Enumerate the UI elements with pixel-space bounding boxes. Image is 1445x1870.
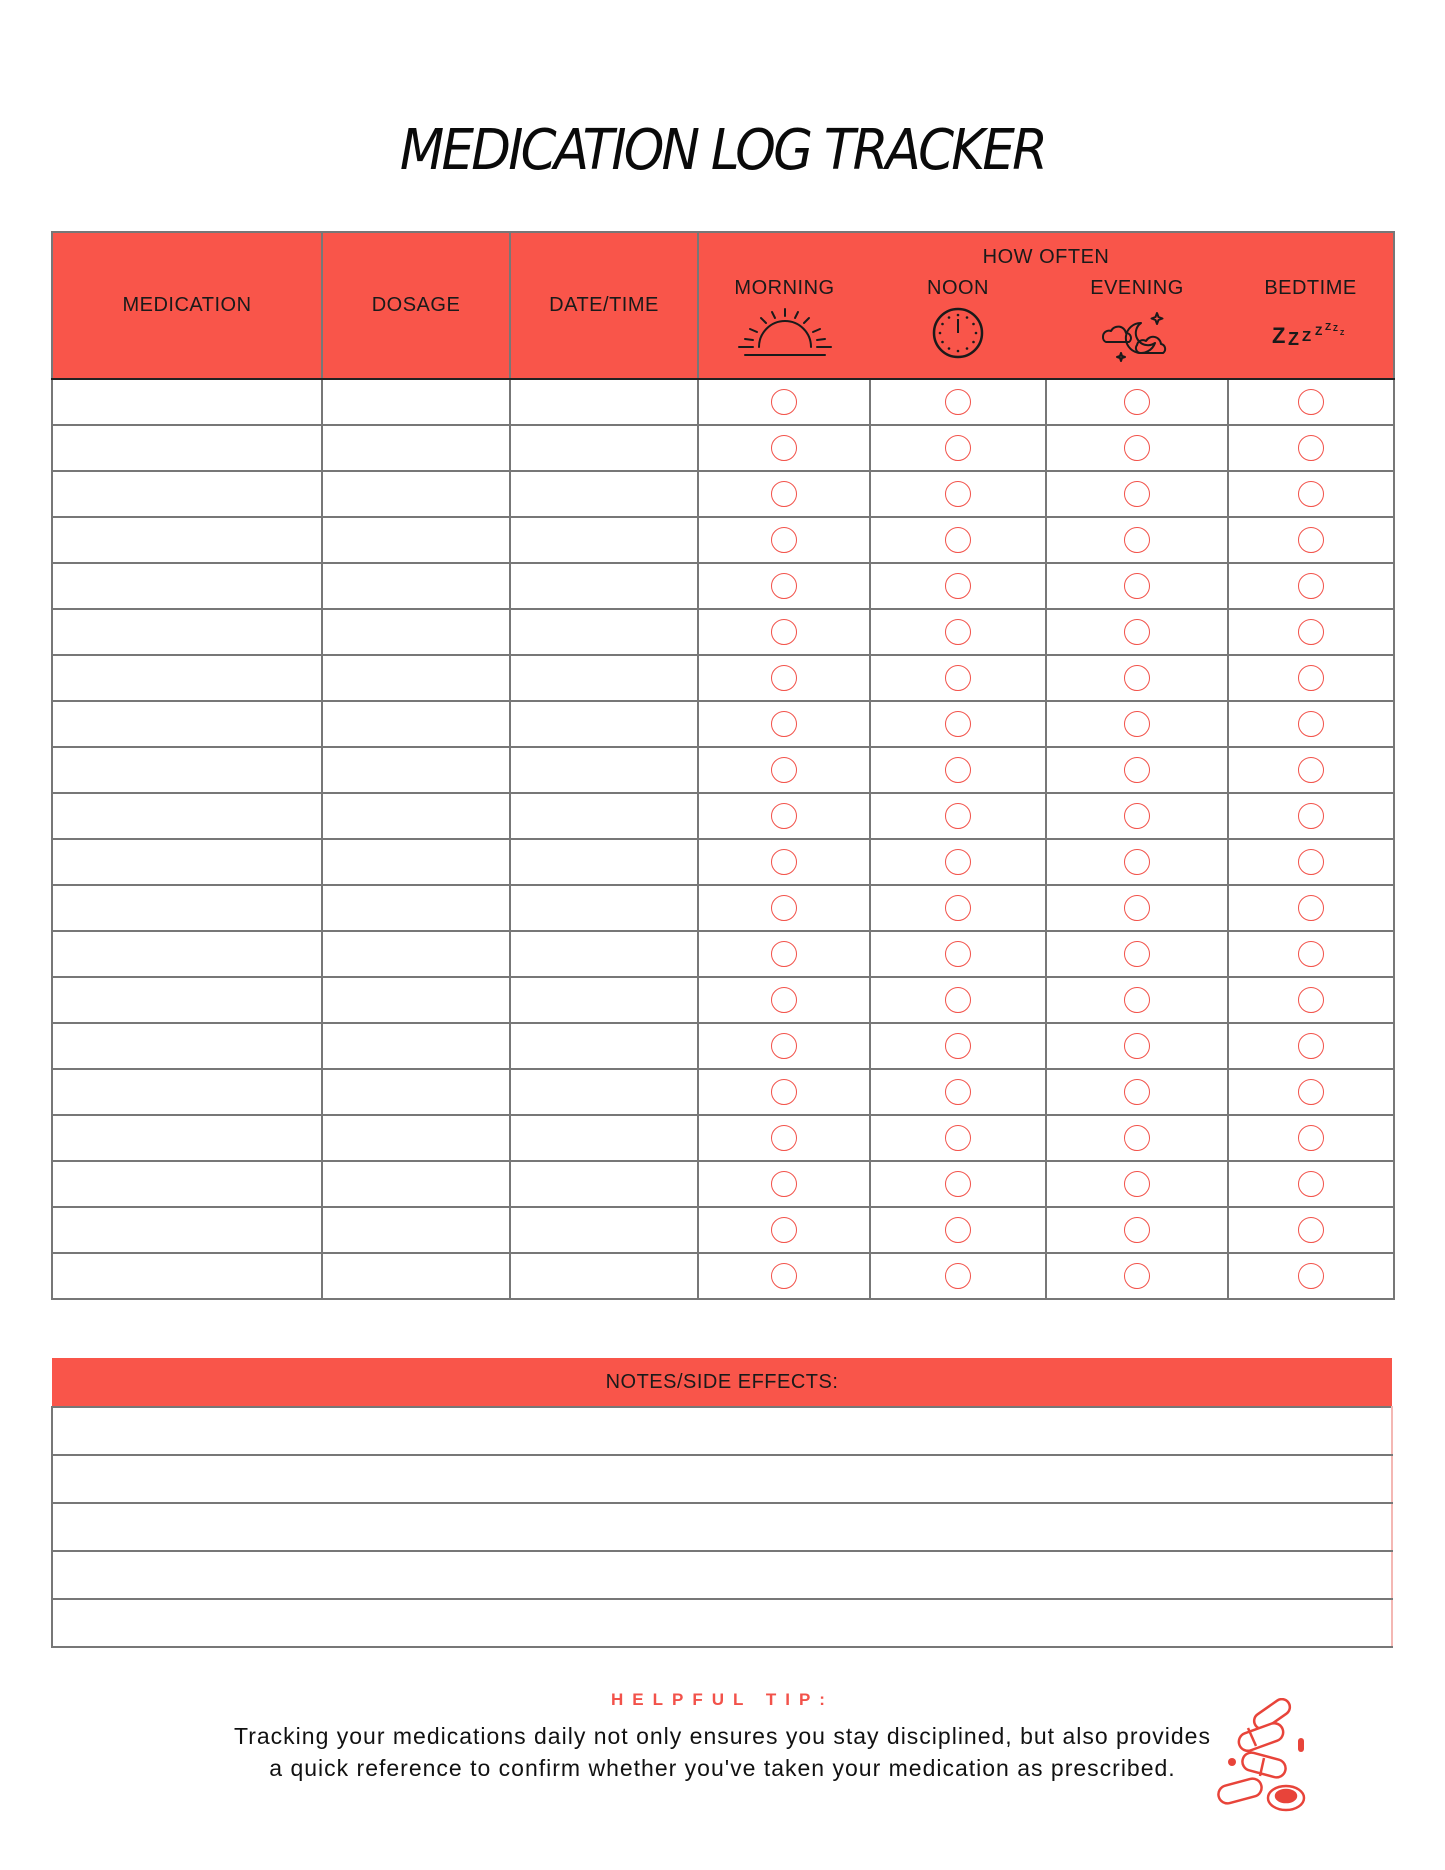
noon-cell [870, 701, 1046, 747]
morning-checkbox[interactable] [771, 987, 797, 1013]
notes-line-field[interactable] [52, 1599, 1392, 1647]
tip-text: Tracking your medications daily not only ensures you stay disciplined, but also provides a quick reference to confirm whether you've taken your medication as prescribed. [234, 1723, 1211, 1781]
table-row [52, 977, 1394, 1023]
table-row [52, 425, 1394, 471]
evening-checkbox[interactable] [1124, 895, 1150, 921]
medication-cell[interactable] [52, 471, 322, 517]
medication-cell[interactable] [52, 885, 322, 931]
morning-checkbox[interactable] [771, 1079, 797, 1105]
bedtime-cell [1228, 1115, 1394, 1161]
notes-line-field[interactable] [52, 1503, 1392, 1551]
medication-cell[interactable] [52, 609, 322, 655]
svg-text:Z: Z [1332, 324, 1338, 333]
svg-text:Z: Z [1324, 322, 1332, 333]
morning-checkbox[interactable] [771, 435, 797, 461]
noon-checkbox[interactable] [945, 895, 971, 921]
datetime-cell[interactable] [510, 977, 698, 1023]
bedtime-checkbox[interactable] [1298, 619, 1324, 645]
notes-line-field[interactable] [52, 1455, 1392, 1503]
evening-checkbox[interactable] [1124, 527, 1150, 553]
dosage-cell[interactable] [322, 425, 510, 471]
header-dosage: DOSAGE [322, 232, 510, 379]
morning-cell [698, 885, 870, 931]
bedtime-cell [1228, 885, 1394, 931]
table-row [52, 471, 1394, 517]
bedtime-cell [1228, 977, 1394, 1023]
evening-checkbox[interactable] [1124, 481, 1150, 507]
sunrise-icon [699, 303, 870, 363]
datetime-cell[interactable] [510, 1207, 698, 1253]
bedtime-cell [1228, 1161, 1394, 1207]
evening-checkbox[interactable] [1124, 1125, 1150, 1151]
medication-cell[interactable] [52, 563, 322, 609]
evening-checkbox[interactable] [1124, 435, 1150, 461]
evening-cell [1046, 1115, 1228, 1161]
page-title: MEDICATION LOG TRACKER [399, 118, 1046, 183]
bedtime-cell [1228, 793, 1394, 839]
noon-checkbox[interactable] [945, 573, 971, 599]
morning-checkbox[interactable] [771, 481, 797, 507]
datetime-cell[interactable] [510, 609, 698, 655]
table-row [52, 517, 1394, 563]
medication-cell[interactable] [52, 931, 322, 977]
datetime-cell[interactable] [510, 655, 698, 701]
bedtime-cell [1228, 517, 1394, 563]
evening-cell [1046, 701, 1228, 747]
medication-cell[interactable] [52, 1023, 322, 1069]
bedtime-cell [1228, 931, 1394, 977]
evening-cell [1046, 1069, 1228, 1115]
evening-checkbox[interactable] [1124, 803, 1150, 829]
evening-cell [1046, 885, 1228, 931]
morning-checkbox[interactable] [771, 665, 797, 691]
medication-log-table [51, 231, 1395, 1300]
dosage-cell[interactable] [322, 931, 510, 977]
medication-cell[interactable] [52, 655, 322, 701]
bedtime-checkbox[interactable] [1298, 941, 1324, 967]
noon-checkbox[interactable] [945, 849, 971, 875]
morning-cell [698, 1207, 870, 1253]
morning-checkbox[interactable] [771, 941, 797, 967]
table-row [52, 701, 1394, 747]
bedtime-label: BEDTIME [1264, 277, 1357, 299]
notes-line [52, 1551, 1392, 1599]
noon-cell [870, 977, 1046, 1023]
noon-checkbox[interactable] [945, 665, 971, 691]
noon-label: NOON [927, 277, 989, 299]
noon-cell [870, 425, 1046, 471]
medication-cell[interactable] [52, 1207, 322, 1253]
svg-text:Z: Z [1271, 323, 1286, 348]
morning-cell [698, 1115, 870, 1161]
morning-cell [698, 517, 870, 563]
bedtime-checkbox[interactable] [1298, 527, 1324, 553]
datetime-cell[interactable] [510, 747, 698, 793]
notes-table [51, 1358, 1393, 1648]
dosage-cell[interactable] [322, 563, 510, 609]
bedtime-cell [1228, 1023, 1394, 1069]
morning-cell [698, 563, 870, 609]
noon-checkbox[interactable] [945, 1033, 971, 1059]
dosage-cell[interactable] [322, 1161, 510, 1207]
table-row [52, 1207, 1394, 1253]
medication-cell[interactable] [52, 793, 322, 839]
evening-checkbox[interactable] [1124, 1171, 1150, 1197]
noon-cell [870, 1207, 1046, 1253]
table-row [52, 1253, 1394, 1299]
noon-cell [870, 839, 1046, 885]
table-row [52, 609, 1394, 655]
bedtime-checkbox[interactable] [1298, 987, 1324, 1013]
svg-text:Z: Z [1314, 324, 1323, 338]
moon-cloud-icon [1046, 303, 1228, 363]
evening-cell [1046, 839, 1228, 885]
datetime-cell[interactable] [510, 471, 698, 517]
clock-icon [870, 303, 1046, 363]
dosage-cell[interactable] [322, 1023, 510, 1069]
header-evening [1046, 269, 1228, 379]
bedtime-cell [1228, 471, 1394, 517]
noon-checkbox[interactable] [945, 1171, 971, 1197]
table-row [52, 563, 1394, 609]
noon-checkbox[interactable] [945, 757, 971, 783]
header-how-often: HOW OFTEN [698, 232, 1394, 269]
pills-icon [1208, 1698, 1318, 1818]
evening-checkbox[interactable] [1124, 389, 1150, 415]
header-noon [870, 269, 1046, 379]
bedtime-cell [1228, 701, 1394, 747]
evening-checkbox[interactable] [1124, 1079, 1150, 1105]
noon-checkbox[interactable] [945, 1217, 971, 1243]
dosage-cell[interactable] [322, 1207, 510, 1253]
noon-checkbox[interactable] [945, 1079, 971, 1105]
dosage-cell[interactable] [322, 1253, 510, 1299]
morning-checkbox[interactable] [771, 389, 797, 415]
table-row [52, 931, 1394, 977]
bedtime-checkbox[interactable] [1298, 1079, 1324, 1105]
noon-cell [870, 471, 1046, 517]
morning-cell [698, 1161, 870, 1207]
notes-line-field[interactable] [52, 1551, 1392, 1599]
noon-cell [870, 517, 1046, 563]
noon-cell [870, 793, 1046, 839]
dosage-cell[interactable] [322, 977, 510, 1023]
evening-cell [1046, 977, 1228, 1023]
medication-cell[interactable] [52, 1253, 322, 1299]
dosage-cell[interactable] [322, 885, 510, 931]
notes-line [52, 1503, 1392, 1551]
morning-cell [698, 839, 870, 885]
evening-cell [1046, 747, 1228, 793]
evening-cell [1046, 1161, 1228, 1207]
medication-cell[interactable] [52, 701, 322, 747]
evening-checkbox[interactable] [1124, 573, 1150, 599]
table-row [52, 1069, 1394, 1115]
bedtime-checkbox[interactable] [1298, 1171, 1324, 1197]
noon-checkbox[interactable] [945, 1263, 971, 1289]
zzz-icon [1228, 303, 1393, 363]
notes-line-field[interactable] [52, 1407, 1392, 1455]
evening-cell [1046, 1253, 1228, 1299]
datetime-cell[interactable] [510, 1115, 698, 1161]
evening-checkbox[interactable] [1124, 1217, 1150, 1243]
evening-checkbox[interactable] [1124, 619, 1150, 645]
evening-cell [1046, 425, 1228, 471]
table-row [52, 1161, 1394, 1207]
dosage-cell[interactable] [322, 701, 510, 747]
morning-label: MORNING [734, 277, 835, 299]
evening-checkbox[interactable] [1124, 849, 1150, 875]
morning-checkbox[interactable] [771, 1125, 797, 1151]
datetime-cell[interactable] [510, 517, 698, 563]
datetime-cell[interactable] [510, 839, 698, 885]
medication-cell[interactable] [52, 977, 322, 1023]
dosage-cell[interactable] [322, 1069, 510, 1115]
notes-line [52, 1599, 1392, 1647]
header-morning [698, 269, 870, 379]
table-row [52, 747, 1394, 793]
noon-checkbox[interactable] [945, 435, 971, 461]
bedtime-checkbox[interactable] [1298, 711, 1324, 737]
morning-cell [698, 977, 870, 1023]
morning-checkbox[interactable] [771, 849, 797, 875]
morning-checkbox[interactable] [771, 527, 797, 553]
medication-cell[interactable] [52, 747, 322, 793]
morning-checkbox[interactable] [771, 1033, 797, 1059]
datetime-cell[interactable] [510, 379, 698, 425]
table-row [52, 793, 1394, 839]
datetime-cell[interactable] [510, 885, 698, 931]
morning-checkbox[interactable] [771, 757, 797, 783]
notes-line [52, 1407, 1392, 1455]
medication-cell[interactable] [52, 425, 322, 471]
noon-cell [870, 1023, 1046, 1069]
noon-cell [870, 609, 1046, 655]
morning-checkbox[interactable] [771, 1171, 797, 1197]
noon-cell [870, 1253, 1046, 1299]
noon-checkbox[interactable] [945, 619, 971, 645]
evening-checkbox[interactable] [1124, 757, 1150, 783]
table-row [52, 655, 1394, 701]
evening-cell [1046, 609, 1228, 655]
datetime-cell[interactable] [510, 931, 698, 977]
datetime-cell[interactable] [510, 425, 698, 471]
bedtime-checkbox[interactable] [1298, 895, 1324, 921]
noon-checkbox[interactable] [945, 987, 971, 1013]
bedtime-checkbox[interactable] [1298, 435, 1324, 461]
morning-cell [698, 1023, 870, 1069]
morning-cell [698, 1069, 870, 1115]
morning-checkbox[interactable] [771, 573, 797, 599]
bedtime-cell [1228, 425, 1394, 471]
evening-cell [1046, 793, 1228, 839]
evening-cell [1046, 931, 1228, 977]
noon-cell [870, 885, 1046, 931]
table-row [52, 885, 1394, 931]
bedtime-checkbox[interactable] [1298, 757, 1324, 783]
bedtime-cell [1228, 379, 1394, 425]
evening-cell [1046, 1023, 1228, 1069]
evening-checkbox[interactable] [1124, 665, 1150, 691]
evening-cell [1046, 655, 1228, 701]
dosage-cell[interactable] [322, 379, 510, 425]
datetime-cell[interactable] [510, 793, 698, 839]
bedtime-cell [1228, 1207, 1394, 1253]
evening-checkbox[interactable] [1124, 711, 1150, 737]
dosage-cell[interactable] [322, 793, 510, 839]
bedtime-cell [1228, 839, 1394, 885]
tip-heading: HELPFUL TIP: [611, 1690, 834, 1709]
bedtime-checkbox[interactable] [1298, 665, 1324, 691]
evening-checkbox[interactable] [1124, 987, 1150, 1013]
header-datetime: DATE/TIME [510, 232, 698, 379]
bedtime-checkbox[interactable] [1298, 573, 1324, 599]
noon-cell [870, 379, 1046, 425]
evening-cell [1046, 563, 1228, 609]
table-row [52, 1023, 1394, 1069]
morning-checkbox[interactable] [771, 619, 797, 645]
bedtime-checkbox[interactable] [1298, 1217, 1324, 1243]
dosage-cell[interactable] [322, 839, 510, 885]
dosage-cell[interactable] [322, 747, 510, 793]
morning-cell [698, 425, 870, 471]
morning-cell [698, 701, 870, 747]
medication-cell[interactable] [52, 379, 322, 425]
svg-text:Z: Z [1339, 330, 1345, 337]
datetime-cell[interactable] [510, 1069, 698, 1115]
evening-checkbox[interactable] [1124, 1263, 1150, 1289]
morning-checkbox[interactable] [771, 711, 797, 737]
notes-header: NOTES/SIDE EFFECTS: [52, 1358, 1392, 1407]
table-row [52, 379, 1394, 425]
datetime-cell[interactable] [510, 563, 698, 609]
noon-cell [870, 747, 1046, 793]
svg-text:Z: Z [1287, 329, 1300, 349]
datetime-cell[interactable] [510, 1023, 698, 1069]
noon-checkbox[interactable] [945, 1125, 971, 1151]
morning-checkbox[interactable] [771, 1263, 797, 1289]
medication-cell[interactable] [52, 1069, 322, 1115]
morning-cell [698, 655, 870, 701]
evening-cell [1046, 471, 1228, 517]
morning-cell [698, 793, 870, 839]
evening-checkbox[interactable] [1124, 941, 1150, 967]
dosage-cell[interactable] [322, 609, 510, 655]
medication-cell[interactable] [52, 1115, 322, 1161]
bedtime-cell [1228, 1253, 1394, 1299]
datetime-cell[interactable] [510, 701, 698, 747]
noon-checkbox[interactable] [945, 711, 971, 737]
bedtime-checkbox[interactable] [1298, 1263, 1324, 1289]
morning-checkbox[interactable] [771, 895, 797, 921]
noon-cell [870, 563, 1046, 609]
header-medication: MEDICATION [52, 232, 322, 379]
morning-cell [698, 931, 870, 977]
bedtime-checkbox[interactable] [1298, 389, 1324, 415]
morning-checkbox[interactable] [771, 1217, 797, 1243]
dosage-cell[interactable] [322, 471, 510, 517]
notes-line [52, 1455, 1392, 1503]
evening-cell [1046, 1207, 1228, 1253]
noon-cell [870, 655, 1046, 701]
evening-cell [1046, 517, 1228, 563]
bedtime-cell [1228, 655, 1394, 701]
noon-checkbox[interactable] [945, 389, 971, 415]
noon-cell [870, 931, 1046, 977]
svg-text:Z: Z [1301, 328, 1312, 345]
bedtime-cell [1228, 609, 1394, 655]
table-row [52, 1115, 1394, 1161]
evening-checkbox[interactable] [1124, 1033, 1150, 1059]
medication-cell[interactable] [52, 517, 322, 563]
evening-label: EVENING [1090, 277, 1184, 299]
noon-checkbox[interactable] [945, 527, 971, 553]
bedtime-checkbox[interactable] [1298, 481, 1324, 507]
bedtime-cell [1228, 747, 1394, 793]
morning-cell [698, 747, 870, 793]
noon-checkbox[interactable] [945, 803, 971, 829]
morning-cell [698, 1253, 870, 1299]
noon-cell [870, 1115, 1046, 1161]
dosage-cell[interactable] [322, 517, 510, 563]
morning-checkbox[interactable] [771, 803, 797, 829]
header-bedtime [1228, 269, 1394, 379]
bedtime-checkbox[interactable] [1298, 849, 1324, 875]
medication-cell[interactable] [52, 1161, 322, 1207]
table-row [52, 839, 1394, 885]
dosage-cell[interactable] [322, 655, 510, 701]
evening-cell [1046, 379, 1228, 425]
bedtime-cell [1228, 563, 1394, 609]
bedtime-checkbox[interactable] [1298, 1033, 1324, 1059]
morning-cell [698, 609, 870, 655]
noon-cell [870, 1069, 1046, 1115]
bedtime-checkbox[interactable] [1298, 803, 1324, 829]
morning-cell [698, 379, 870, 425]
dosage-cell[interactable] [322, 1115, 510, 1161]
datetime-cell[interactable] [510, 1161, 698, 1207]
noon-checkbox[interactable] [945, 481, 971, 507]
medication-cell[interactable] [52, 839, 322, 885]
noon-checkbox[interactable] [945, 941, 971, 967]
bedtime-checkbox[interactable] [1298, 1125, 1324, 1151]
noon-cell [870, 1161, 1046, 1207]
morning-cell [698, 471, 870, 517]
datetime-cell[interactable] [510, 1253, 698, 1299]
bedtime-cell [1228, 1069, 1394, 1115]
